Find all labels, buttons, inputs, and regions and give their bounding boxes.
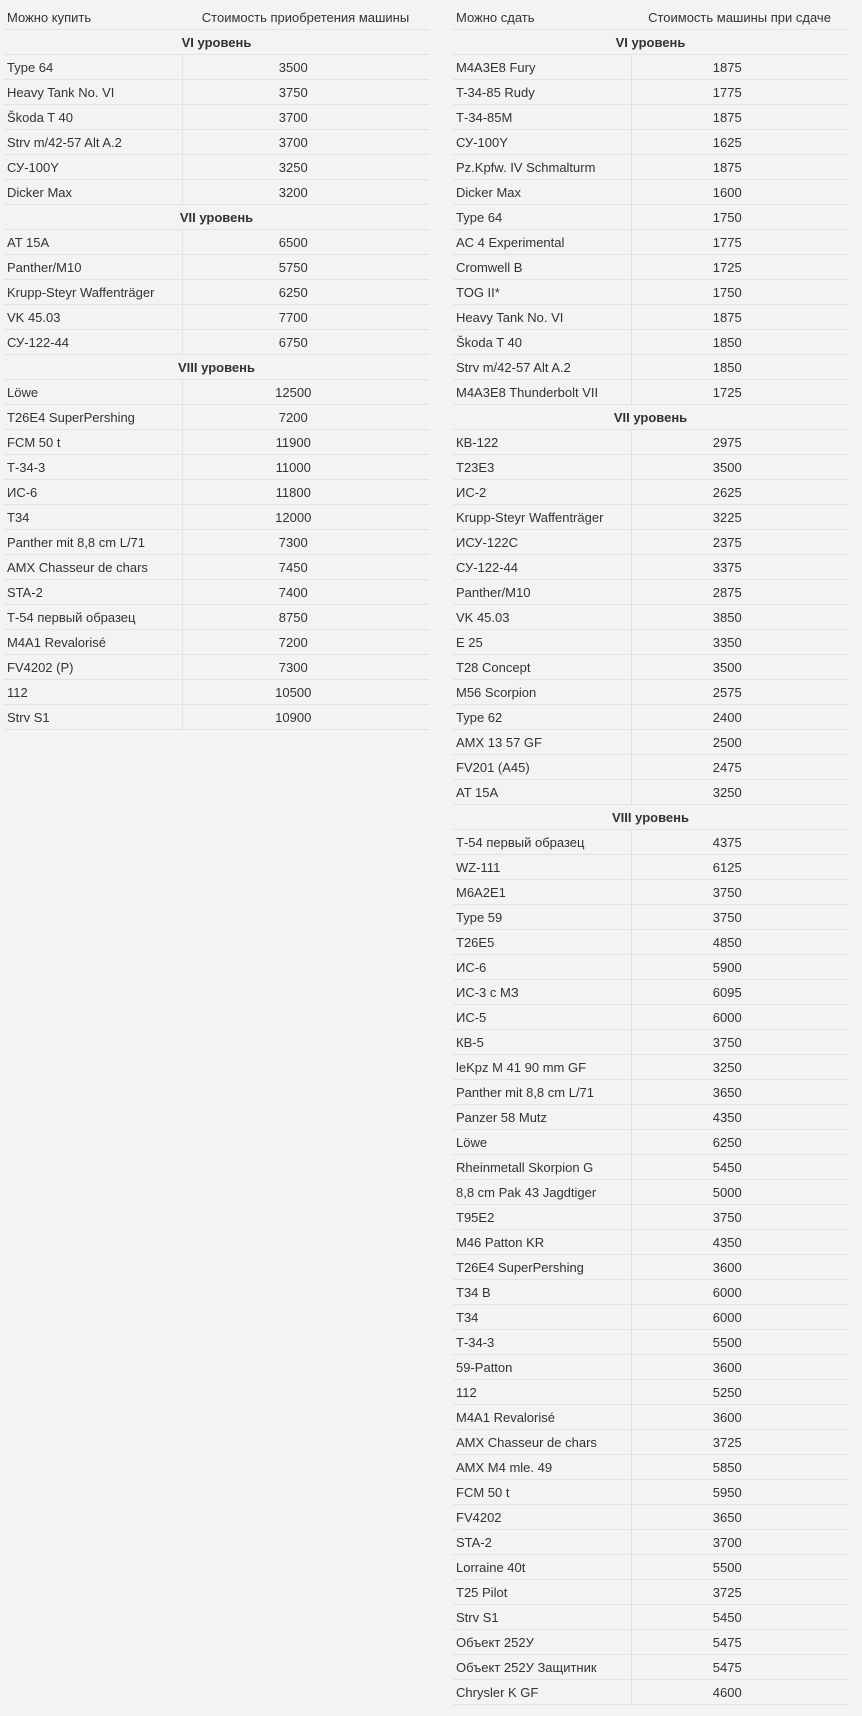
vehicle-price: 5850 (631, 1455, 848, 1480)
vehicle-price: 6000 (631, 1305, 848, 1330)
vehicle-price: 5450 (631, 1155, 848, 1180)
tier-group-title: VI уровень (4, 30, 429, 55)
table-row (4, 405, 429, 430)
vehicle-price: 1775 (631, 80, 848, 105)
vehicle-name: Panzer 58 Mutz (453, 1105, 631, 1130)
table-row (4, 605, 429, 630)
tier-group-row (4, 30, 429, 55)
vehicle-price: 3250 (631, 780, 848, 805)
table-row (4, 255, 429, 280)
vehicle-name: Heavy Tank No. VI (453, 305, 631, 330)
vehicle-name: Cromwell B (453, 255, 631, 280)
vehicle-price: 5450 (631, 1605, 848, 1630)
vehicle-name: Type 64 (4, 55, 182, 80)
vehicle-price: 3650 (631, 1080, 848, 1105)
vehicle-price: 3500 (631, 455, 848, 480)
vehicle-price: 1625 (631, 130, 848, 155)
table-row (453, 855, 848, 880)
table-row (453, 330, 848, 355)
table-row (453, 1630, 848, 1655)
table-row (453, 930, 848, 955)
vehicle-price: 3225 (631, 505, 848, 530)
sell-vehicle-column-header: Можно сдать (453, 5, 631, 30)
vehicle-name: M4A3E8 Thunderbolt VII (453, 380, 631, 405)
table-row (453, 1380, 848, 1405)
vehicle-price: 6500 (182, 230, 429, 255)
table-row (453, 1155, 848, 1180)
buy-table-header (4, 5, 429, 30)
vehicle-name: FV4202 (P) (4, 655, 182, 680)
vehicle-price: 3750 (631, 1030, 848, 1055)
vehicle-price: 2875 (631, 580, 848, 605)
table-row (453, 1105, 848, 1130)
vehicle-name: Type 64 (453, 205, 631, 230)
vehicle-price: 1850 (631, 330, 848, 355)
vehicle-price: 6750 (182, 330, 429, 355)
vehicle-name: Strv S1 (4, 705, 182, 730)
table-row (453, 1405, 848, 1430)
table-row (453, 1580, 848, 1605)
table-row (4, 455, 429, 480)
vehicle-name: T23E3 (453, 455, 631, 480)
vehicle-name: СУ-100Y (453, 130, 631, 155)
vehicle-name: T25 Pilot (453, 1580, 631, 1605)
vehicle-name: Panther mit 8,8 cm L/71 (453, 1080, 631, 1105)
table-row (453, 980, 848, 1005)
table-row (4, 280, 429, 305)
table-row (4, 55, 429, 80)
vehicle-price: 3500 (182, 55, 429, 80)
table-row (453, 1330, 848, 1355)
vehicle-price: 4375 (631, 830, 848, 855)
vehicle-name: M4A3E8 Fury (453, 55, 631, 80)
vehicle-name: Krupp-Steyr Waffenträger (453, 505, 631, 530)
vehicle-name: AT 15A (453, 780, 631, 805)
vehicle-price: 3350 (631, 630, 848, 655)
vehicle-price: 3600 (631, 1355, 848, 1380)
vehicle-name: TOG II* (453, 280, 631, 305)
table-row (4, 155, 429, 180)
tier-group-row (453, 405, 848, 430)
vehicle-price: 1750 (631, 205, 848, 230)
table-row (4, 130, 429, 155)
vehicle-price: 3250 (631, 1055, 848, 1080)
vehicle-price: 3500 (631, 655, 848, 680)
table-row (4, 505, 429, 530)
table-row (453, 230, 848, 255)
vehicle-price: 7300 (182, 655, 429, 680)
vehicle-price: 3700 (631, 1530, 848, 1555)
vehicle-name: VK 45.03 (4, 305, 182, 330)
tier-group-title: VIII уровень (453, 805, 848, 830)
vehicle-name: КВ-5 (453, 1030, 631, 1055)
table-row (453, 605, 848, 630)
vehicle-name: 59-Patton (453, 1355, 631, 1380)
tier-group-row (4, 355, 429, 380)
vehicle-price: 8750 (182, 605, 429, 630)
table-row (4, 380, 429, 405)
vehicle-price: 4350 (631, 1105, 848, 1130)
table-row (453, 380, 848, 405)
vehicle-name: FV4202 (453, 1505, 631, 1530)
vehicle-price: 10500 (182, 680, 429, 705)
vehicle-name: Panther/M10 (453, 580, 631, 605)
table-row (4, 655, 429, 680)
table-row (453, 1530, 848, 1555)
table-row (4, 80, 429, 105)
tier-group-title: VIII уровень (4, 355, 429, 380)
vehicle-price: 3700 (182, 130, 429, 155)
vehicle-price: 3725 (631, 1430, 848, 1455)
vehicle-price: 7400 (182, 580, 429, 605)
vehicle-price: 5900 (631, 955, 848, 980)
vehicle-price: 1875 (631, 55, 848, 80)
header-row (4, 5, 429, 30)
table-row (453, 505, 848, 530)
vehicle-price: 2375 (631, 530, 848, 555)
vehicle-price: 4600 (631, 1680, 848, 1705)
vehicle-name: leKpz M 41 90 mm GF (453, 1055, 631, 1080)
vehicle-name: FV201 (A45) (453, 755, 631, 780)
table-row (453, 1480, 848, 1505)
vehicle-name: Объект 252У Защитник (453, 1655, 631, 1680)
vehicle-price: 11000 (182, 455, 429, 480)
vehicle-price: 3600 (631, 1255, 848, 1280)
vehicle-name: Dicker Max (453, 180, 631, 205)
vehicle-name: Löwe (453, 1130, 631, 1155)
table-row (453, 780, 848, 805)
vehicle-name: STA-2 (453, 1530, 631, 1555)
vehicle-name: FCM 50 t (4, 430, 182, 455)
table-row (453, 455, 848, 480)
vehicle-name: СУ-100Y (4, 155, 182, 180)
table-row (453, 1130, 848, 1155)
table-row (453, 905, 848, 930)
vehicle-name: Panther/M10 (4, 255, 182, 280)
vehicle-name: M46 Patton KR (453, 1230, 631, 1255)
vehicle-name: M4A1 Revalorisé (4, 630, 182, 655)
vehicle-name: ИС-2 (453, 480, 631, 505)
vehicle-name: Pz.Kpfw. IV Schmalturm (453, 155, 631, 180)
vehicle-name: VK 45.03 (453, 605, 631, 630)
table-row (453, 180, 848, 205)
vehicle-price: 3850 (631, 605, 848, 630)
table-row (453, 1055, 848, 1080)
vehicle-name: ИСУ-122С (453, 530, 631, 555)
sell-price-column-header: Стоимость машины при сдаче (631, 5, 848, 30)
table-row (453, 355, 848, 380)
table-row (453, 1255, 848, 1280)
vehicle-price: 5475 (631, 1655, 848, 1680)
vehicle-price: 11800 (182, 480, 429, 505)
vehicle-price: 6250 (631, 1130, 848, 1155)
vehicle-name: Type 62 (453, 705, 631, 730)
table-row (453, 755, 848, 780)
table-row (453, 1605, 848, 1630)
vehicle-name: Löwe (4, 380, 182, 405)
vehicle-name: СУ-122-44 (4, 330, 182, 355)
vehicle-price: 5000 (631, 1180, 848, 1205)
buy-table-body (4, 30, 429, 730)
vehicle-name: Т-54 первый образец (4, 605, 182, 630)
table-row (453, 705, 848, 730)
vehicle-price: 6000 (631, 1005, 848, 1030)
table-row (453, 155, 848, 180)
table-row (453, 1030, 848, 1055)
vehicle-price: 5950 (631, 1480, 848, 1505)
table-row (453, 530, 848, 555)
table-row (453, 1505, 848, 1530)
table-row (453, 80, 848, 105)
vehicle-name: T26E4 SuperPershing (4, 405, 182, 430)
vehicle-name: WZ-111 (453, 855, 631, 880)
vehicle-name: M56 Scorpion (453, 680, 631, 705)
table-row (453, 1005, 848, 1030)
table-row (4, 105, 429, 130)
vehicle-price: 1725 (631, 255, 848, 280)
vehicle-price: 3250 (182, 155, 429, 180)
vehicle-price: 2475 (631, 755, 848, 780)
vehicle-price: 5250 (631, 1380, 848, 1405)
table-row (453, 1080, 848, 1105)
vehicle-name: Panther mit 8,8 cm L/71 (4, 530, 182, 555)
vehicle-price: 3700 (182, 105, 429, 130)
table-row (453, 1205, 848, 1230)
buy-vehicle-column-header: Можно купить (4, 5, 182, 30)
sell-table-body (453, 30, 848, 1705)
vehicle-price: 7200 (182, 405, 429, 430)
vehicle-name: СУ-122-44 (453, 555, 631, 580)
vehicle-price: 3725 (631, 1580, 848, 1605)
table-row (453, 830, 848, 855)
vehicle-name: T28 Concept (453, 655, 631, 680)
vehicle-price: 12000 (182, 505, 429, 530)
table-row (4, 330, 429, 355)
tier-group-title: VII уровень (4, 205, 429, 230)
vehicle-price: 6000 (631, 1280, 848, 1305)
table-row (453, 1355, 848, 1380)
table-row (4, 180, 429, 205)
vehicle-price: 6125 (631, 855, 848, 880)
vehicle-name: ИС-6 (453, 955, 631, 980)
tier-group-row (4, 205, 429, 230)
vehicle-price: 3200 (182, 180, 429, 205)
vehicle-name: Т-34-3 (4, 455, 182, 480)
vehicle-name: AMX 13 57 GF (453, 730, 631, 755)
vehicle-name: STA-2 (4, 580, 182, 605)
vehicle-name: Strv m/42-57 Alt A.2 (453, 355, 631, 380)
sell-table-header (453, 5, 848, 30)
vehicle-name: Т-54 первый образец (453, 830, 631, 855)
vehicle-name: AT 15A (4, 230, 182, 255)
tier-group-row (453, 805, 848, 830)
vehicle-price: 6095 (631, 980, 848, 1005)
vehicle-price: 3750 (631, 1205, 848, 1230)
table-row (453, 555, 848, 580)
vehicle-name: T34 (453, 1305, 631, 1330)
vehicle-name: Škoda T 40 (453, 330, 631, 355)
tier-group-title: VII уровень (453, 405, 848, 430)
table-row (453, 55, 848, 80)
vehicle-price: 3750 (631, 880, 848, 905)
vehicle-price: 3375 (631, 555, 848, 580)
header-row (453, 5, 848, 30)
buy-price-column-header: Стоимость приобретения машины (182, 5, 429, 30)
vehicle-price: 3750 (631, 905, 848, 930)
vehicle-price: 2575 (631, 680, 848, 705)
vehicle-name: Type 59 (453, 905, 631, 930)
vehicle-price: 1875 (631, 305, 848, 330)
vehicle-price: 3600 (631, 1405, 848, 1430)
table-row (453, 730, 848, 755)
table-row (453, 580, 848, 605)
vehicle-price: 2400 (631, 705, 848, 730)
vehicle-name: M6A2E1 (453, 880, 631, 905)
vehicle-name: Dicker Max (4, 180, 182, 205)
vehicle-name: AC 4 Experimental (453, 230, 631, 255)
table-row (453, 955, 848, 980)
table-row (453, 1455, 848, 1480)
vehicle-name: ИС-5 (453, 1005, 631, 1030)
table-row (453, 630, 848, 655)
table-row (453, 1655, 848, 1680)
vehicle-name: T26E5 (453, 930, 631, 955)
vehicle-name: AMX M4 mle. 49 (453, 1455, 631, 1480)
vehicle-price: 1850 (631, 355, 848, 380)
vehicle-price: 2975 (631, 430, 848, 455)
vehicle-name: Объект 252У (453, 1630, 631, 1655)
vehicle-name: Rheinmetall Skorpion G (453, 1155, 631, 1180)
table-row (453, 1555, 848, 1580)
vehicle-price: 2625 (631, 480, 848, 505)
vehicle-name: Strv S1 (453, 1605, 631, 1630)
vehicle-price: 5475 (631, 1630, 848, 1655)
vehicle-name: AMX Chasseur de chars (453, 1430, 631, 1455)
vehicle-name: КВ-122 (453, 430, 631, 455)
table-row (4, 480, 429, 505)
table-row (453, 1305, 848, 1330)
vehicle-name: Chrysler K GF (453, 1680, 631, 1705)
vehicle-name: E 25 (453, 630, 631, 655)
vehicle-name: T34 B (453, 1280, 631, 1305)
vehicle-name: 112 (453, 1380, 631, 1405)
vehicle-price: 1875 (631, 155, 848, 180)
vehicle-name: 8,8 cm Pak 43 Jagdtiger (453, 1180, 631, 1205)
table-row (4, 530, 429, 555)
vehicle-name: 112 (4, 680, 182, 705)
vehicle-price: 3650 (631, 1505, 848, 1530)
table-row (453, 655, 848, 680)
table-row (453, 1230, 848, 1255)
vehicle-name: Škoda T 40 (4, 105, 182, 130)
table-row (453, 130, 848, 155)
table-row (453, 680, 848, 705)
table-row (4, 555, 429, 580)
table-row (453, 105, 848, 130)
vehicle-price: 1725 (631, 380, 848, 405)
table-row (453, 1180, 848, 1205)
table-row (4, 680, 429, 705)
table-row (4, 705, 429, 730)
table-row (453, 1430, 848, 1455)
vehicle-price: 3750 (182, 80, 429, 105)
vehicle-price: 7450 (182, 555, 429, 580)
tier-group-title: VI уровень (453, 30, 848, 55)
vehicle-name: Krupp-Steyr Waffenträger (4, 280, 182, 305)
vehicle-price: 1775 (631, 230, 848, 255)
table-row (453, 480, 848, 505)
sell-table (453, 5, 848, 1705)
vehicle-name: Lorraine 40t (453, 1555, 631, 1580)
vehicle-name: Т-34-3 (453, 1330, 631, 1355)
vehicle-price: 1750 (631, 280, 848, 305)
vehicle-price: 12500 (182, 380, 429, 405)
table-row (4, 580, 429, 605)
table-row (453, 880, 848, 905)
vehicle-price: 4850 (631, 930, 848, 955)
table-row (453, 1280, 848, 1305)
vehicle-price: 6250 (182, 280, 429, 305)
vehicle-price: 2500 (631, 730, 848, 755)
vehicle-price: 11900 (182, 430, 429, 455)
vehicle-name: AMX Chasseur de chars (4, 555, 182, 580)
tier-group-row (453, 30, 848, 55)
table-row (453, 205, 848, 230)
table-row (4, 305, 429, 330)
vehicle-price: 7200 (182, 630, 429, 655)
vehicle-name: Т-34-85М (453, 105, 631, 130)
vehicle-price: 7700 (182, 305, 429, 330)
vehicle-name: T95E2 (453, 1205, 631, 1230)
vehicle-name: M4A1 Revalorisé (453, 1405, 631, 1430)
vehicle-price: 7300 (182, 530, 429, 555)
table-row (4, 430, 429, 455)
table-row (453, 280, 848, 305)
vehicle-name: Heavy Tank No. VI (4, 80, 182, 105)
vehicle-price: 10900 (182, 705, 429, 730)
table-row (453, 1680, 848, 1705)
vehicle-name: ИС-6 (4, 480, 182, 505)
vehicle-price: 1875 (631, 105, 848, 130)
vehicle-name: Strv m/42-57 Alt A.2 (4, 130, 182, 155)
vehicle-price: 5500 (631, 1555, 848, 1580)
table-row (4, 630, 429, 655)
vehicle-price: 4350 (631, 1230, 848, 1255)
vehicle-name: FCM 50 t (453, 1480, 631, 1505)
table-row (453, 255, 848, 280)
vehicle-name: T34 (4, 505, 182, 530)
table-row (453, 430, 848, 455)
buy-table (4, 5, 429, 730)
vehicle-name: T-34-85 Rudy (453, 80, 631, 105)
table-row (4, 230, 429, 255)
vehicle-price: 5750 (182, 255, 429, 280)
vehicle-name: ИС-3 с МЗ (453, 980, 631, 1005)
vehicle-price: 5500 (631, 1330, 848, 1355)
vehicle-price: 1600 (631, 180, 848, 205)
table-row (453, 305, 848, 330)
vehicle-name: T26E4 SuperPershing (453, 1255, 631, 1280)
